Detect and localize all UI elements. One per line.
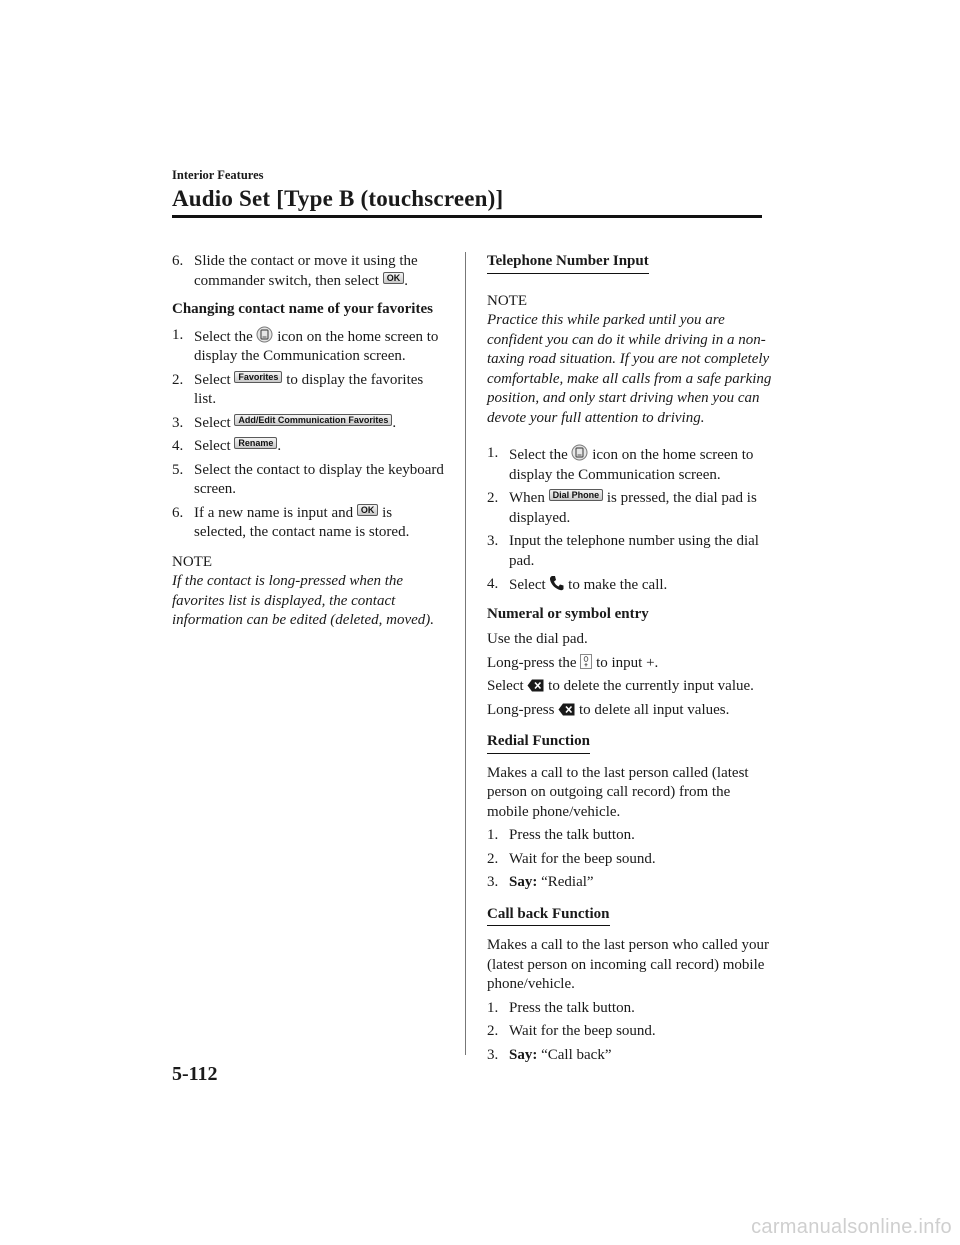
paragraph: Makes a call to the last person who called your (latest person on incoming call record) mobile phone/vehicle. <box>487 937 769 992</box>
list-item: 6. Slide the contact or move it using the commander switch, then select OK . <box>172 253 418 289</box>
phone-app-icon <box>571 444 588 461</box>
subheading-change-name: Changing contact name of your favorites <box>172 301 433 317</box>
ok-button: OK <box>357 504 379 516</box>
list-item: 3. Select Add/Edit Communication Favorites . <box>172 414 397 431</box>
list-item: 4. Select Rename . <box>172 438 282 454</box>
favorites-button: Favorites <box>234 371 282 383</box>
list-item: 6. If a new name is input and OK is selected, the contact name is stored. <box>172 504 410 540</box>
left-column <box>172 252 447 639</box>
zero-key-icon <box>580 654 592 669</box>
subheading-numeral-entry: Numeral or symbol entry <box>487 605 649 622</box>
page-number: 5-112 <box>172 1063 218 1085</box>
heading-telephone-number-input: Telephone Number Input <box>487 252 649 274</box>
phone-app-icon <box>256 326 273 343</box>
list-item: 1. Press the talk button. <box>487 999 635 1016</box>
paragraph: Use the dial pad. <box>487 631 588 647</box>
handset-icon <box>549 575 564 591</box>
list-item: 2. When Dial Phone is pressed, the dial pad is displayed. <box>487 490 757 526</box>
list-item: 2. Wait for the beep sound. <box>487 850 656 867</box>
add-edit-favorites-button: Add/Edit Communication Favorites <box>234 414 392 426</box>
list-item: 5. Select the contact to display the keyboard screen. <box>172 461 444 497</box>
watermark: carmanualsonline.info <box>751 1216 952 1238</box>
list-item: 3. Say: “Call back” <box>487 1046 612 1063</box>
backspace-icon <box>558 703 575 716</box>
paragraph: Long-press the to input +. <box>487 654 659 671</box>
note-text: Practice this while parked until you are confident you can do it while driving in a non-taxing road situation. If you are not completely comfortable, make all calls from a safe parking position, and only start driving when you can devote your full attention to driving. <box>487 312 772 426</box>
heading-call-back-function: Call back Function <box>487 905 610 927</box>
list-item: 1. Press the talk button. <box>487 827 635 843</box>
backspace-icon <box>527 679 544 692</box>
title-rule <box>172 215 762 218</box>
ok-button: OK <box>383 272 405 284</box>
note-text: If the contact is long-pressed when the favorites list is displayed, the contact information can be edited (deleted, moved). <box>172 573 435 628</box>
list-item: 2. Wait for the beep sound. <box>487 1023 656 1039</box>
rename-button: Rename <box>234 437 277 449</box>
dial-phone-button: Dial Phone <box>549 489 604 501</box>
heading-redial-function: Redial Function <box>487 732 590 754</box>
paragraph: Makes a call to the last person called (latest person on outgoing call record) from the mobile phone/vehicle. <box>487 764 749 820</box>
list-item: 3. Input the telephone number using the dial pad. <box>487 533 759 569</box>
page-title: Audio Set [Type B (touchscreen)] <box>172 186 504 211</box>
right-column <box>487 252 772 1069</box>
list-item: 4. Select to make the call. <box>487 576 668 593</box>
list-item: 1. Select the icon on the home screen to display the Communication screen. <box>172 326 439 364</box>
column-divider <box>465 252 466 1055</box>
paragraph: Select to delete the currently input value. <box>487 678 754 694</box>
list-item: 1. Select the icon on the home screen to display the Communication screen. <box>487 445 754 483</box>
paragraph: Long-press to delete all input values. <box>487 701 730 718</box>
section-label: Interior Features <box>172 168 264 182</box>
list-item: 2. Select Favorites to display the favorites list. <box>172 371 424 407</box>
list-item: 3. Say: “Redial” <box>487 874 594 890</box>
note-label: NOTE <box>487 292 527 309</box>
note-label: NOTE <box>172 553 212 570</box>
